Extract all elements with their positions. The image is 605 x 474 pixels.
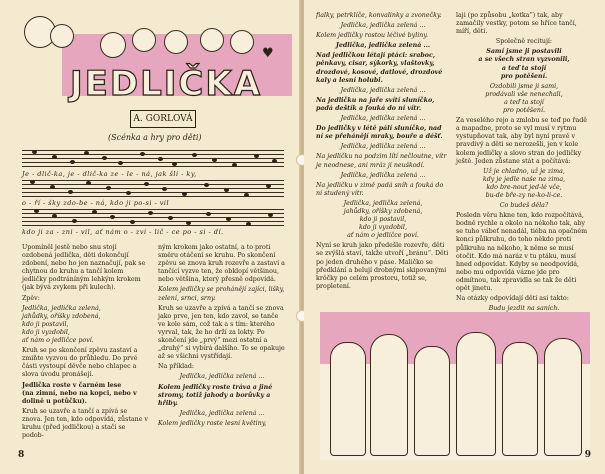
paragraph: Jedlička, jedlička zelená ... [335, 42, 431, 50]
paragraph: Kolem jedličky roste lesní květiny, [158, 419, 267, 427]
music-note [182, 192, 187, 196]
paragraph: Jedlička, jedlička zelená, jahůdky, oříšky zdobená, kdo ji postavil, kdo ji vyzdobil, ať nám o jedličce poví. [343, 199, 423, 240]
music-note [126, 191, 131, 195]
paragraph: Jedlička roste v čarném lese (na zimní, nebo na kopci, nebo v dolině u potůčku). [22, 381, 137, 405]
paragraph: Kruh se uzavře a zpívá a tančí se znova jako prve, jen ten, kdo zavol, se tanče ve kole sám, což tak a s tím: kterého vyrval, tak, že ho drží za lokty. Po skončení jde „prvý“ mezi ostatní a „druhý“ si vybírá dalšího. To se opakuje až se všichni vystřídají. [158, 304, 285, 361]
music-note [162, 187, 167, 191]
paragraph: Kruh se uzavře a tančí a zpívá se znova. Jen ten, kdo odpovídá, zůstane v kruhu (před jedličkou) a stačí se podob- [22, 407, 148, 440]
music-note [186, 221, 191, 225]
music-note [92, 210, 97, 214]
music-note [272, 159, 277, 163]
music-note [204, 183, 209, 187]
paragraph: Jedlička, jedlička zelená ... [340, 86, 426, 94]
music-note [158, 157, 163, 161]
lyric-line: Je - dlič-ka, je - dlič-ka ze - le - ná, jak šli - ky, [22, 170, 197, 178]
child-figure [132, 28, 156, 52]
music-note [266, 184, 271, 188]
paragraph: Zpěv: [22, 294, 40, 302]
heart-icon: ♥ [262, 46, 274, 61]
right-column-2 [456, 12, 592, 325]
music-note [84, 151, 89, 155]
music-note [224, 188, 229, 192]
page-title: JEDLIČKA [70, 64, 263, 104]
music-note [172, 162, 177, 166]
child-figure [414, 346, 450, 456]
paragraph: Jedlička, jedlička zelená ... [179, 409, 265, 417]
paragraph: Kolem jedličky se prohánějí zajíci, lišky, zelení, srnci, srny. [158, 286, 285, 302]
music-note [52, 214, 57, 218]
music-note [72, 219, 77, 223]
music-note [192, 153, 197, 157]
music-note [232, 163, 237, 167]
music-note [268, 213, 273, 217]
paragraph: Za veselého rejo a zmlobu se teď po řadě a mapadne, proto se vyl musí v rytmu vystupňovat tak, aby byl nyní pravě v pravdivý a děti se nerozešli, jen v kole kolem jedličky a slovo stran do jedličky ještě. Jeden zůstane stát a počítává: [456, 117, 587, 165]
music-note [130, 220, 135, 224]
lyric-line: kdo ji za - zni - vil, ať nám o - zvi - lič - ce po - si - dí. [22, 228, 224, 236]
music-note [110, 215, 115, 219]
child-figure [502, 342, 538, 456]
right-page [304, 0, 605, 474]
music-note [102, 156, 107, 160]
paragraph: Posledn věru hkne ten, kdo rozpočítává, bodně rychle a okolo na nékoho tak, aby se tuho vábeť nenadál, tiéba na opačném konci půlkruhu, do toho někdo proti půlkruhu na někoho, k něme se musí otočit. Kdo má naráz v tu ptáku, musí hned odpovídat. Kdyby se neodpovídá, nebo mu odpovídá vázne jde pro odmítnou, tak zpravidla se tak že děti opět jinetu. [456, 212, 588, 292]
paragraph: Co budeš děla? [499, 202, 549, 210]
music-note [106, 186, 111, 190]
music-note [70, 160, 75, 164]
child-figure [456, 332, 496, 456]
left-page [0, 0, 300, 474]
child-figure [50, 24, 74, 48]
music-note [68, 190, 73, 194]
paragraph: Ozdobili jsme ji sami, prodávali vše nenechali, a teď ta stojí pro potěšení. [485, 82, 563, 115]
music-note [30, 180, 35, 184]
music-note [244, 193, 249, 197]
header-illustration [22, 14, 284, 104]
paragraph: Na jedličku v zimě padá sníh a fouká do ní studený vítr. [316, 181, 444, 197]
paragraph: Do jedličky v létě pálí sluníčko, nad ní se přehánějí mraky, bouře a déšť. [316, 125, 443, 141]
paragraph: Jedlička, jedlička zelená, jahůdky, oříšky zdobená, kdo ji postavil, kdo ji vyzdobil, ať nám o jedličce poví. [22, 304, 101, 345]
paragraph: Už je chladno, už je zima, kdy je jedle naše na zima, kdo bre-nout jed-lé vče, bu-de bře-zy ne-ko-li-ce. [482, 167, 566, 199]
child-figure [164, 30, 188, 54]
child-figure [230, 30, 254, 54]
music-note [118, 161, 123, 165]
music-note [86, 181, 91, 185]
left-column-1 [22, 244, 148, 442]
music-staff [22, 209, 284, 227]
paragraph: Samí jsme ji postavili a se všech stran vyzvonili, a teď ta stojí pro potěšení. [478, 48, 570, 80]
paragraph: Kolem jedličky roste tráva a jiné stromy, totiž jahody a borůvky a hřiby. [158, 383, 273, 407]
right-column-1 [316, 12, 450, 293]
paragraph: Jedlička, jedlička zelená ... [340, 143, 426, 151]
music-note [50, 185, 55, 189]
child-figure [100, 32, 126, 58]
child-figure [330, 342, 366, 456]
music-note [254, 154, 259, 158]
paragraph: Budu jezdit na saních. [488, 305, 560, 313]
paragraph: laji (po způsobu „kotka“) tak, aby zamačily vestky, potom se hříce tančí, míří, děti. [456, 12, 577, 36]
music-note [32, 150, 37, 154]
paragraph: Jedlička, jedlička zelená ... [340, 171, 426, 179]
music-note [168, 216, 173, 220]
music-note [148, 211, 153, 215]
music-note [246, 222, 251, 226]
paragraph: Upomíněl jestě nebo snu stojí ozdobená jedlička, děti dokončují zdobení, nebo ho jen naznačují, pak se chytnou do kruhu a tančí kolem jedličky podtráníným lehkým krokem (jak bývá zvykem při kulech). [22, 244, 146, 292]
music-note [140, 152, 145, 156]
left-column-2 [158, 244, 286, 430]
paragraph: Na otázky odpovídají děti asi takto: [456, 295, 569, 303]
music-note [226, 217, 231, 221]
music-note [212, 158, 217, 162]
paragraph: Jedlička, jedlička zelená ... [340, 115, 426, 123]
paragraph: Na příklad: [158, 363, 195, 371]
child-figure [200, 28, 224, 52]
music-staff [22, 150, 284, 168]
paragraph: Kolem jedličky rostou léčivé byliny. [316, 32, 429, 40]
paragraph: Nyní se kruh jako předešle rozevře, děti se zvýšlá staví, takže utvoří „bránu“. Děti po jeden druhého v páse. Maličko se předklání a belují drobnými skipovanými krôčky po celém prostoru, totiž se, propletení. [316, 242, 449, 290]
paragraph: ným krokem jako ostatní, a to proti směru otáčení se kruhu. Po skončení zpěvu se znova kruh rozevře a zastaví a tančící vyzve ten, že obklopí většinou, nebo většina, který přesně odpovídá. [158, 244, 285, 284]
paragraph: Nad jedličkou létají ptáci: sraboc, pěnkavy, cisar, sýkorky, vlaštovky, drozdové, kosové, datlové, drozdové kaly a lesní holubi. [316, 52, 443, 84]
paragraph: Na jedličku na podzim lítí nečloutne, vítr je neodnese, ani mráz ji neuškodí. [316, 153, 447, 169]
music-note [34, 209, 39, 213]
children-illustration [320, 312, 590, 460]
paragraph: Kruh se po skončení zpěvu zastaví a zmiňte vyzvou do průhledu. Do prvé části vystoupí děvče nebo chlapec a slova úvodu pronášejí. [22, 347, 138, 379]
child-figure [544, 338, 582, 456]
paragraph: Na jedličku na jaře svítí sluníčko, padá deštík a fouká do ní vítr. [316, 96, 435, 112]
page-number-left: 8 [18, 450, 25, 460]
lyric-line: o - ří - šky zdo-be - ná, kdo ji po-si - vil [22, 199, 170, 207]
subtitle: (Scénka a hry pro děti) [108, 133, 202, 142]
child-figure [370, 334, 408, 456]
paragraph: Společně recitují: [495, 38, 553, 46]
author-name: A. GORLOVÁ [130, 110, 196, 128]
music-note [206, 212, 211, 216]
music-note [52, 155, 57, 159]
paragraph: Jedlička, jedlička zelená ... [340, 22, 426, 30]
page-number-right: 9 [584, 450, 591, 460]
music-note [144, 182, 149, 186]
paragraph: Jedlička, jedlička zelená ... [179, 373, 265, 381]
paragraph: fialky, petrklíče, konvalinky a zvonečky. [316, 12, 442, 19]
